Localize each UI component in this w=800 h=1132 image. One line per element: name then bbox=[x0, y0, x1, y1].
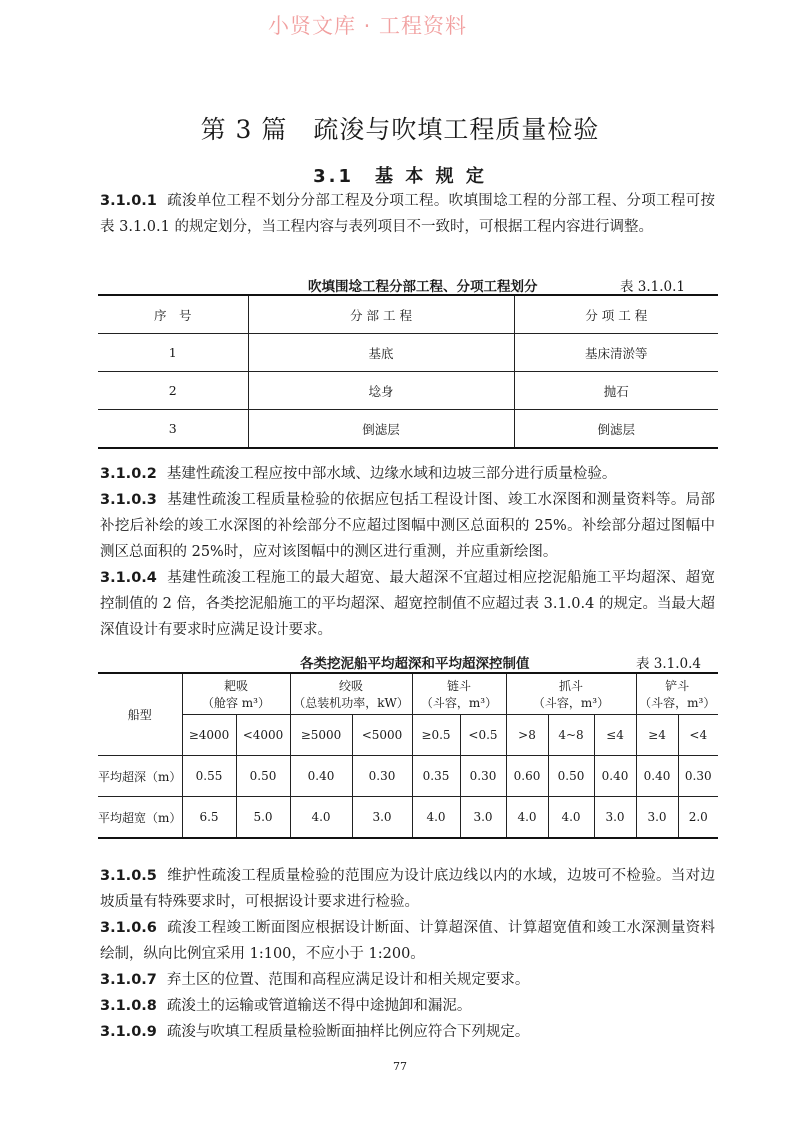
group-header-cutter-suction bbox=[290, 673, 412, 715]
subheader-cell: >8 bbox=[506, 715, 548, 756]
clause-number: 3.1.0.7 bbox=[100, 972, 157, 988]
group-header-row bbox=[98, 673, 718, 715]
subheader-cell: ≥0.5 bbox=[412, 715, 460, 756]
table-cell: 0.50 bbox=[548, 756, 594, 797]
group-unit: （斗容，m³） bbox=[532, 696, 610, 710]
subheader-cell: <0.5 bbox=[460, 715, 506, 756]
table-cell: 3 bbox=[98, 410, 248, 449]
clause-text: 疏浚土的运输或管道输送不得中途抛卸和漏泥。 bbox=[166, 998, 472, 1014]
table-cell: 4.0 bbox=[548, 797, 594, 839]
group-name: 绞吸 bbox=[338, 679, 363, 693]
table-row-overwidth bbox=[98, 797, 718, 839]
group-unit: （总装机功率，kW） bbox=[293, 696, 409, 710]
header-cell: 分 项 工 程 bbox=[514, 295, 718, 334]
clause-number: 3.1.0.6 bbox=[100, 920, 157, 936]
corner-cell: 船型 bbox=[98, 673, 182, 756]
header-cell: 分 部 工 程 bbox=[248, 295, 514, 334]
subheader-cell: ≥4000 bbox=[182, 715, 236, 756]
table-cell: 0.40 bbox=[594, 756, 636, 797]
table-cell: 0.35 bbox=[412, 756, 460, 797]
table-cell: 4.0 bbox=[412, 797, 460, 839]
table-overdepth-control bbox=[98, 672, 718, 839]
table-cell: 3.0 bbox=[352, 797, 412, 839]
clause-number: 3.1.0.2 bbox=[100, 466, 157, 482]
watermark: 小贤文库 · 工程资料 bbox=[268, 14, 468, 38]
table2-number: 表 3.1.0.4 bbox=[636, 656, 702, 672]
table-row bbox=[98, 372, 718, 410]
paragraph-3-1-0-6 bbox=[100, 915, 715, 967]
table1-caption bbox=[308, 275, 538, 295]
subheader-cell: <4000 bbox=[236, 715, 290, 756]
paragraph-3-1-0-2 bbox=[100, 461, 715, 487]
table-cell: 0.60 bbox=[506, 756, 548, 797]
group-unit: （舱容 m³） bbox=[201, 696, 270, 710]
subheader-cell: ≥5000 bbox=[290, 715, 352, 756]
table-cell: 3.0 bbox=[594, 797, 636, 839]
table-cell: 0.30 bbox=[460, 756, 506, 797]
subheader-cell: 4~8 bbox=[548, 715, 594, 756]
table-cell: 4.0 bbox=[290, 797, 352, 839]
page-number: 77 bbox=[393, 1060, 407, 1073]
table-cell: 基底 bbox=[248, 334, 514, 372]
table-cell: 0.30 bbox=[352, 756, 412, 797]
group-header-trailing-suction bbox=[182, 673, 290, 715]
table-row bbox=[98, 334, 718, 372]
clause-number: 3.1.0.5 bbox=[100, 868, 157, 884]
table2-title: 各类挖泥船平均超深和平均超深控制值 bbox=[300, 656, 530, 672]
clause-number: 3.1.0.3 bbox=[100, 492, 157, 508]
group-unit: （斗容，m³） bbox=[420, 696, 498, 710]
subheader-cell: ≥4 bbox=[636, 715, 678, 756]
table-cell: 抛石 bbox=[514, 372, 718, 410]
paragraph-3-1-0-3 bbox=[100, 487, 715, 565]
clause-text: 疏浚与吹填工程质量检验断面抽样比例应符合下列规定。 bbox=[166, 1024, 530, 1040]
group-header-dipper bbox=[636, 673, 718, 715]
clause-number: 3.1.0.8 bbox=[100, 998, 157, 1014]
subheader-row bbox=[98, 715, 718, 756]
table-cell: 2.0 bbox=[678, 797, 718, 839]
table-cell: 0.30 bbox=[678, 756, 718, 797]
clause-number: 3.1.0.4 bbox=[100, 570, 157, 586]
subheader-cell: ≤4 bbox=[594, 715, 636, 756]
paragraph-3-1-0-1 bbox=[100, 188, 715, 240]
clause-text: 维护性疏浚工程质量检验的范围应为设计底边线以内的水域，边坡可不检验。当对边坡质量有特殊要求时，可根据设计要求进行检验。 bbox=[100, 868, 715, 910]
group-name: 耙吸 bbox=[223, 679, 248, 693]
paragraph-3-1-0-9 bbox=[100, 1019, 715, 1045]
page-title: 第 3 篇 疏浚与吹填工程质量检验 bbox=[200, 115, 600, 144]
clause-text: 疏浚单位工程不划分分部工程及分项工程。吹填围埝工程的分部工程、分项工程可按表 3.1.0.1 的规定划分，当工程内容与表列项目不一致时，可根据工程内容进行调整。 bbox=[100, 193, 715, 235]
group-header-grab bbox=[506, 673, 636, 715]
table-cell: 3.0 bbox=[636, 797, 678, 839]
table-cell: 6.5 bbox=[182, 797, 236, 839]
paragraph-3-1-0-5 bbox=[100, 863, 715, 915]
table-row bbox=[98, 410, 718, 449]
paragraph-3-1-0-8 bbox=[100, 993, 715, 1019]
table-cell: 1 bbox=[98, 334, 248, 372]
section-heading: 3.1 基 本 规 定 bbox=[313, 166, 487, 187]
group-name: 抓斗 bbox=[558, 679, 583, 693]
paragraph-3-1-0-4 bbox=[100, 565, 715, 643]
row-label: 平均超深（m） bbox=[98, 756, 182, 797]
table-cell: 倒滤层 bbox=[514, 410, 718, 449]
row-label: 平均超宽（m） bbox=[98, 797, 182, 839]
clause-text: 基建性疏浚工程质量检验的依据应包括工程设计图、竣工水深图和测量资料等。局部补挖后补绘的竣工水深图的补绘部分不应超过图幅中测区总面积的 25%。补绘部分超过图幅中测区总面积的 25%时，应对该图幅中的测区进行重测，并应重新绘图。 bbox=[100, 492, 715, 560]
table1-title: 吹填围埝工程分部工程、分项工程划分 bbox=[308, 279, 538, 295]
table1-number: 表 3.1.0.1 bbox=[620, 279, 686, 295]
table-cell: 0.55 bbox=[182, 756, 236, 797]
clause-number: 3.1.0.1 bbox=[100, 193, 157, 209]
header-cell: 序 号 bbox=[98, 295, 248, 334]
table-cell: 倒滤层 bbox=[248, 410, 514, 449]
table-cell: 4.0 bbox=[506, 797, 548, 839]
table-row-overdepth bbox=[98, 756, 718, 797]
table-cell: 0.40 bbox=[636, 756, 678, 797]
clause-text: 基建性疏浚工程应按中部水域、边缘水域和边坡三部分进行质量检验。 bbox=[166, 466, 617, 482]
subheader-cell: <5000 bbox=[352, 715, 412, 756]
group-header-bucket-chain bbox=[412, 673, 506, 715]
clause-text: 弃土区的位置、范围和高程应满足设计和相关规定要求。 bbox=[166, 972, 530, 988]
table-cell: 0.50 bbox=[236, 756, 290, 797]
table-cell: 5.0 bbox=[236, 797, 290, 839]
group-unit: （斗容，m³） bbox=[639, 696, 716, 710]
clause-text: 疏浚工程竣工断面图应根据设计断面、计算超深值、计算超宽值和竣工水深测量资料绘制，纵向比例宜采用 1:100，不应小于 1:200。 bbox=[100, 920, 715, 962]
group-name: 铲斗 bbox=[665, 679, 690, 693]
group-name: 链斗 bbox=[446, 679, 471, 693]
table-division bbox=[98, 294, 718, 449]
table-cell: 2 bbox=[98, 372, 248, 410]
clause-text: 基建性疏浚工程施工的最大超宽、最大超深不宜超过相应挖泥船施工平均超深、超宽控制值的 2 倍，各类挖泥船施工的平均超深、超宽控制值不应超过表 3.1.0.4 的规定。当最大超深值设计有要求时应满足设计要求。 bbox=[100, 570, 715, 638]
paragraph-3-1-0-7 bbox=[100, 967, 715, 993]
clause-number: 3.1.0.9 bbox=[100, 1024, 157, 1040]
table-cell: 3.0 bbox=[460, 797, 506, 839]
table-header-row bbox=[98, 295, 718, 334]
subheader-cell: <4 bbox=[678, 715, 718, 756]
table-cell: 埝身 bbox=[248, 372, 514, 410]
table2-caption bbox=[300, 652, 530, 672]
table-cell: 0.40 bbox=[290, 756, 352, 797]
table-cell: 基床清淤等 bbox=[514, 334, 718, 372]
